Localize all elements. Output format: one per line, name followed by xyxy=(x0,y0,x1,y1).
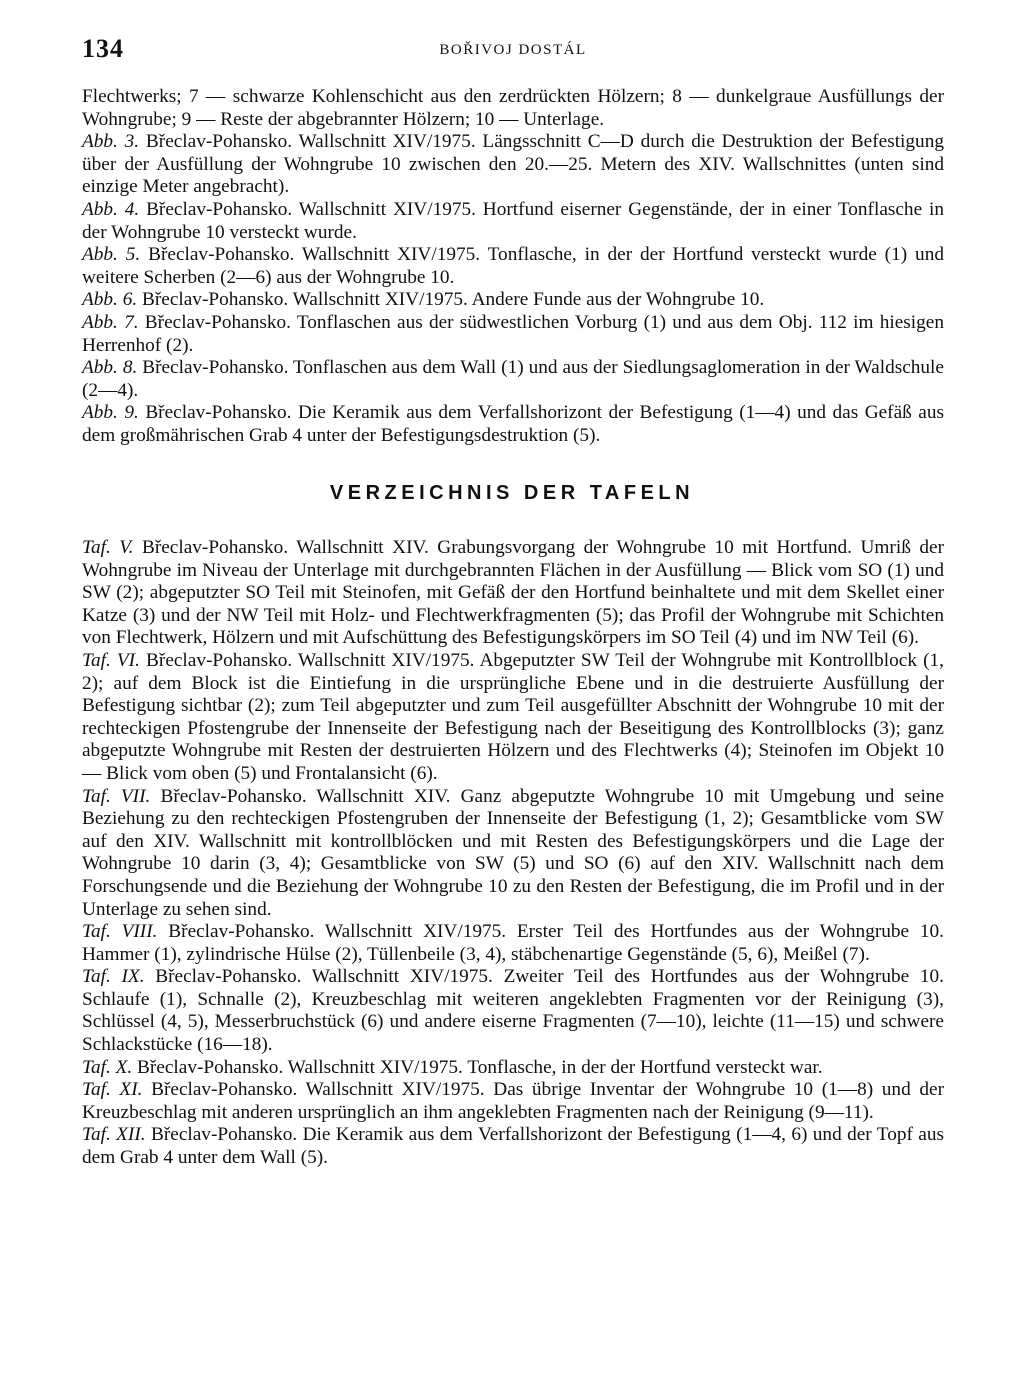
figure-caption xyxy=(82,244,944,289)
plate-entry xyxy=(82,1124,944,1169)
figure-caption xyxy=(82,199,944,244)
plate-text: Břeclav-Pohansko. Wallschnitt XIV/1975. Zweiter Teil des Hortfundes aus der Wohngrube 10. Schlaufe (1), Schnalle (2), Kreuzbeschlag mit weiteren angeklebten Fragmenten vor der Reinigung (3), Schlüssel (4, 5), Messerbruchstück (6) und andere eiserne Fragmenten (7—10), leichte (11—15) und schwere Schlackstücke (16—18). xyxy=(82,966,944,1056)
figure-caption xyxy=(82,312,944,357)
plate-entry xyxy=(82,786,944,922)
figure-captions xyxy=(82,86,944,448)
plate-text: Břeclav-Pohansko. Wallschnitt XIV. Grabungsvorgang der Wohngrube 10 mit Hortfund. Umriß der Wohngrube im Niveau der Unterlage mit durchgebrannten Flächen in der Ausfüllung — Blick vom SO (1) und SW (2); abgeputzter SO Teil mit Steinofen, mit Gefäß der den Hortfund beinhaltete und mit dem Skellet einer Katze (3) und der NW Teil mit Holz- und Flechtwerkfragmenten (5); das Profil der Wohngrube mit Schichten von Flechtwerk, Hölzern und mit Aufschüttung des Befestigungskörpers im SO Teil (4) und im NW Teil (6). xyxy=(82,537,944,649)
intro-paragraph: Flechtwerks; 7 — schwarze Kohlenschicht aus den zerdrückten Hölzern; 8 — dunkelgraue Ausfüllungs der Wohngrube; 9 — Reste der abgebrannter Hölzern; 10 — Unterlage. xyxy=(82,86,944,130)
page-number: 134 xyxy=(82,34,124,63)
figure-label: Abb. 9. xyxy=(82,402,139,424)
figure-text: Břeclav-Pohansko. Wallschnitt XIV/1975. Hortfund eiserner Gegenstände, der in einer Tonflasche in der Wohngrube 10 versteckt wurde. xyxy=(82,198,944,243)
figure-label: Abb. 3. xyxy=(82,131,140,153)
running-head: BOŘIVOJ DOSTÁL xyxy=(439,42,587,58)
plate-entry xyxy=(82,1079,944,1124)
plate-entry xyxy=(82,650,944,786)
plate-entry xyxy=(82,537,944,650)
plate-entry xyxy=(82,1057,944,1080)
plate-text: Břeclav-Pohansko. Wallschnitt XIV/1975. Tonflasche, in der der Hortfund versteckt war. xyxy=(137,1056,823,1078)
plate-list xyxy=(82,537,944,1170)
plate-text: Břeclav-Pohansko. Wallschnitt XIV/1975. Erster Teil des Hortfundes aus der Wohngrube 10. Hammer (1), zylindrische Hülse (2), Tüllenbeile (3, 4), stäbchenartige Gegenstände (5, 6), Meißel (7). xyxy=(82,921,945,965)
figure-caption xyxy=(82,289,944,312)
plate-label: Taf. VII. xyxy=(82,785,151,807)
figure-text: Břeclav-Pohansko. Wallschnitt XIV/1975. Andere Funde aus der Wohngrube 10. xyxy=(142,289,765,311)
figure-label: Abb. 6. xyxy=(82,289,138,311)
figure-label: Abb. 8. xyxy=(82,357,138,379)
figure-text: Břeclav-Pohansko. Die Keramik aus dem Verfallshorizont der Befestigung (1—4) und das Gefäß aus dem großmährischen Grab 4 unter der Befestigungsdestruktion (5). xyxy=(82,402,944,446)
plate-label: Taf. X. xyxy=(82,1056,133,1078)
figure-caption xyxy=(82,357,944,402)
figure-text: Břeclav-Pohansko. Tonflaschen aus der südwestlichen Vorburg (1) und aus dem Obj. 112 im hiesigen Herrenhof (2). xyxy=(82,311,944,356)
figure-text: Břeclav-Pohansko. Wallschnitt XIV/1975. Längsschnitt C—D durch die Destruktion der Befestigung über der Ausfüllung der Wohngrube 10 zwischen den 20.—25. Metern des XIV. Wallschnittes (unten sind einzige Meter angebracht). xyxy=(82,131,944,198)
plate-label: Taf. XII. xyxy=(82,1124,146,1146)
plate-text: Břeclav-Pohansko. Wallschnitt XIV/1975. Das übrige Inventar der Wohngrube 10 (1—8) und der Kreuzbeschlag mit anderen ursprünglich an ihm angeklebten Fragmenten nach der Reinigung (9—11). xyxy=(82,1079,944,1123)
plate-label: Taf. XI. xyxy=(82,1079,143,1101)
plate-label: Taf. IX. xyxy=(82,966,145,988)
page-header xyxy=(82,34,944,64)
plate-text: Břeclav-Pohansko. Wallschnitt XIV. Ganz abgeputzte Wohngrube 10 mit Umgebung und seine Beziehung zu den rechteckigen Pfostengruben der Innenseite der Befestigung (1, 2); Gesamtblicke vom SW auf den XIV. Wallschnitt mit kontrollblöcken und mit Resten des Befestigungskörpers und die Lage der Wohngrube 10 darin (3, 4); Gesamtblicke von SW (5) und SO (6) auf den XIV. Wallschnitt nach dem Forschungsende und die Beziehung der Wohngrube 10 zu den Resten der Befestigung, die im Profil und in der Unterlage zu sehen sind. xyxy=(82,785,944,920)
figure-text: Břeclav-Pohansko. Wallschnitt XIV/1975. Tonflasche, in der der Hortfund versteckt wurde (1) und weitere Scherben (2—6) aus der Wohngrube 10. xyxy=(82,244,944,288)
figure-text: Břeclav-Pohansko. Tonflaschen aus dem Wall (1) und aus der Siedlungsaglomeration in der Waldschule (2—4). xyxy=(82,357,944,401)
plate-label: Taf. VI. xyxy=(82,649,140,671)
plate-label: Taf. V. xyxy=(82,537,134,558)
plate-text: Břeclav-Pohansko. Die Keramik aus dem Verfallshorizont der Befestigung (1—4, 6) und der Topf aus dem Grab 4 unter dem Wall (5). xyxy=(82,1124,944,1169)
figure-label: Abb. 7. xyxy=(82,311,139,333)
figure-caption xyxy=(82,402,944,447)
plate-label: Taf. VIII. xyxy=(82,921,158,943)
plate-text: Břeclav-Pohansko. Wallschnitt XIV/1975. Abgeputzter SW Teil der Wohngrube mit Kontrollblock (1, 2); auf dem Block ist die Eintiefung in die ursprüngliche Ebene und in die destruierte Ausfüllung der Befestigung sichtbar (2); zum Teil abgeputzter und zum Teil ausgefüllter Abschnitt der Wohngrube 10 mit der rechteckigen Pfostengrube der Innenseite der Befestigung nach der Beseitigung des Kontrollblocks (3); ganz abgeputzte Wohngrube mit Resten der destruierten Hölzern und des Flechtwerks (4); Steinofen im Objekt 10 — Blick vom oben (5) und Frontalansicht (6). xyxy=(82,649,944,784)
section-title: VERZEICHNIS DER TAFELN xyxy=(329,482,695,504)
figure-label: Abb. 4. xyxy=(82,198,140,220)
plate-entry xyxy=(82,921,944,966)
figure-label: Abb. 5. xyxy=(82,244,141,266)
figure-caption xyxy=(82,131,944,199)
plate-entry xyxy=(82,966,944,1056)
